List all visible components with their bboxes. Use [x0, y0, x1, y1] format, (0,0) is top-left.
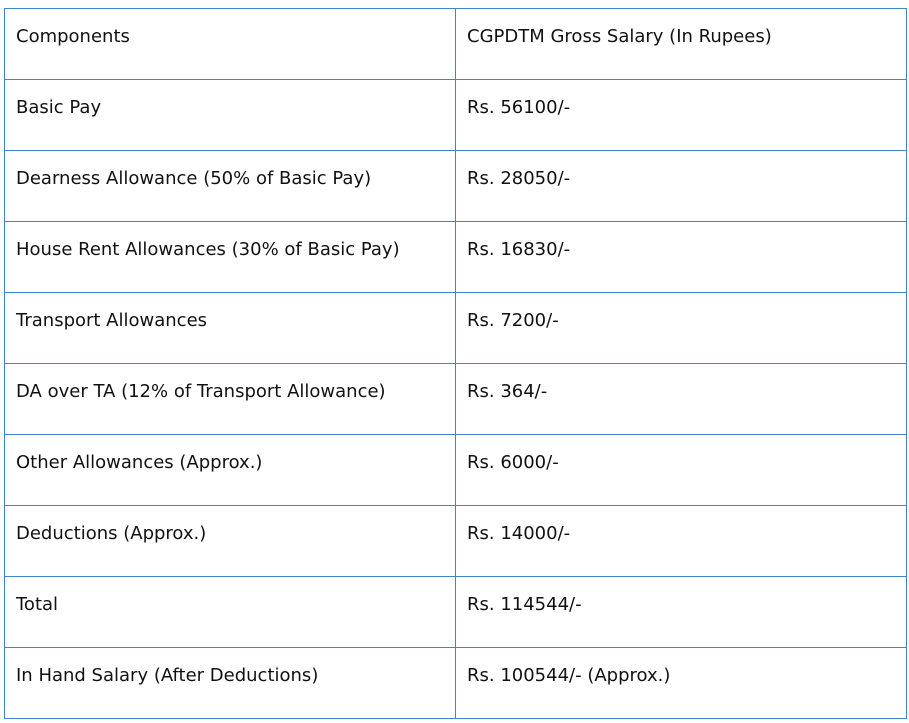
- amount-cell: Rs. 100544/- (Approx.): [456, 648, 907, 719]
- component-cell: In Hand Salary (After Deductions): [5, 648, 456, 719]
- table-row: [5, 577, 907, 648]
- header-cell-components: Components: [5, 9, 456, 80]
- table-row: [5, 80, 907, 151]
- table-row: [5, 222, 907, 293]
- table-header-row: [5, 9, 907, 80]
- component-cell: Basic Pay: [5, 80, 456, 151]
- amount-cell: Rs. 28050/-: [456, 151, 907, 222]
- table-row: [5, 648, 907, 719]
- amount-cell: Rs. 6000/-: [456, 435, 907, 506]
- component-cell: DA over TA (12% of Transport Allowance): [5, 364, 456, 435]
- component-cell: Deductions (Approx.): [5, 506, 456, 577]
- table-row: [5, 293, 907, 364]
- table-row: [5, 151, 907, 222]
- amount-cell: Rs. 14000/-: [456, 506, 907, 577]
- header-cell-gross-salary: CGPDTM Gross Salary (In Rupees): [456, 9, 907, 80]
- table-row: [5, 435, 907, 506]
- component-cell: Dearness Allowance (50% of Basic Pay): [5, 151, 456, 222]
- table-row: [5, 364, 907, 435]
- component-cell: House Rent Allowances (30% of Basic Pay): [5, 222, 456, 293]
- table-row: [5, 506, 907, 577]
- salary-table: [4, 8, 907, 719]
- amount-cell: Rs. 364/-: [456, 364, 907, 435]
- component-cell: Other Allowances (Approx.): [5, 435, 456, 506]
- component-cell: Total: [5, 577, 456, 648]
- amount-cell: Rs. 16830/-: [456, 222, 907, 293]
- component-cell: Transport Allowances: [5, 293, 456, 364]
- amount-cell: Rs. 56100/-: [456, 80, 907, 151]
- amount-cell: Rs. 114544/-: [456, 577, 907, 648]
- amount-cell: Rs. 7200/-: [456, 293, 907, 364]
